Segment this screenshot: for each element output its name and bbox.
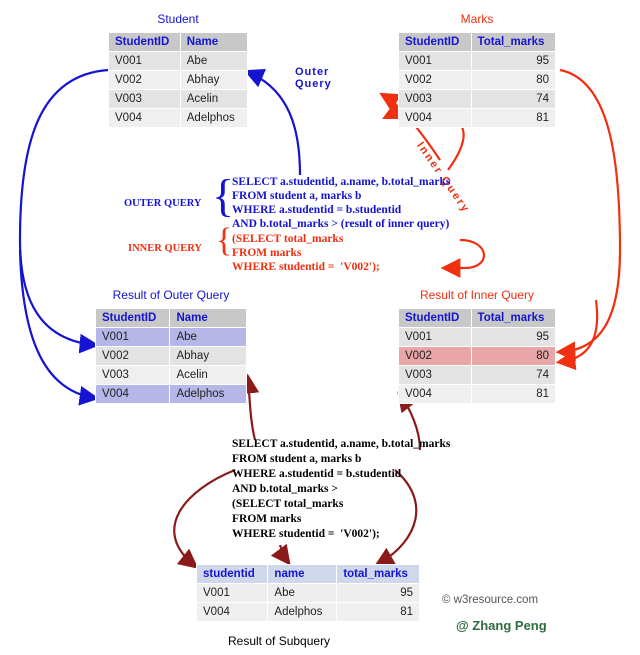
cell: Abhay (170, 347, 247, 366)
arrow-into-inner-highlight (560, 300, 597, 362)
subquery-code-line-1: SELECT a.studentid, a.name, b.total_marks (232, 438, 451, 450)
arrow-marks-to-inner-result (560, 70, 620, 352)
table-row (399, 347, 556, 366)
table-header-row (109, 33, 248, 52)
outer-query-code-line-4: AND b.total_marks > (result of inner query) (232, 218, 450, 230)
cell: V004 (109, 109, 181, 128)
cell: Abhay (180, 71, 247, 90)
cell: V003 (399, 90, 472, 109)
cell: V001 (197, 584, 268, 603)
column-header: StudentID (96, 309, 170, 328)
cell: V002 (399, 347, 472, 366)
column-header: Name (180, 33, 247, 52)
marks-table (398, 32, 556, 128)
cell: V002 (96, 347, 170, 366)
cell: V002 (109, 71, 181, 90)
cell: V002 (399, 71, 472, 90)
arrow-code-to-subquery-2 (280, 545, 288, 562)
arrow-student-to-outer-result-2 (20, 250, 95, 398)
table-row (399, 109, 556, 128)
student-table-title: Student (157, 12, 199, 26)
column-header: StudentID (109, 33, 181, 52)
cell: 74 (471, 90, 555, 109)
cell: 81 (337, 603, 420, 622)
cell: V001 (399, 52, 472, 71)
student-table (108, 32, 248, 128)
table-row (96, 328, 247, 347)
arrow-student-to-outer-result (20, 70, 108, 345)
outer-query-vertical-label: Outer Query (295, 66, 332, 90)
table-row (197, 603, 420, 622)
cell: 95 (471, 328, 555, 347)
author-credit: @ Zhang Peng (456, 618, 547, 633)
column-header: name (268, 565, 337, 584)
inner-query-label: INNER QUERY (128, 243, 203, 254)
column-header: Name (170, 309, 247, 328)
cell: V003 (96, 366, 170, 385)
inner-brace: { (216, 222, 233, 259)
table-row (96, 366, 247, 385)
cell: 74 (471, 366, 555, 385)
outer-query-code-line-2: FROM student a, marks b (232, 190, 362, 202)
table-row (109, 90, 248, 109)
cell: 81 (471, 109, 555, 128)
column-header: StudentID (399, 33, 472, 52)
column-header: Total_marks (471, 33, 555, 52)
cell: Abe (268, 584, 337, 603)
cell: V001 (109, 52, 181, 71)
subquery-code-line-2: FROM student a, marks b (232, 453, 362, 465)
cell: V001 (96, 328, 170, 347)
arrow-code-to-outer-result (248, 378, 255, 440)
cell: V003 (109, 90, 181, 109)
cell: Acelin (180, 90, 247, 109)
arrow-code-to-subquery-1 (174, 470, 235, 566)
subquery-code-line-7: WHERE studentid = 'V002'); (232, 528, 380, 540)
inner-result-title: Result of Inner Query (419, 288, 535, 302)
cell: Adelphos (268, 603, 337, 622)
cell: V004 (399, 109, 472, 128)
cell: 95 (471, 52, 555, 71)
subquery-code-line-6: FROM marks (232, 513, 302, 525)
table-header-row (399, 33, 556, 52)
cell: 95 (337, 584, 420, 603)
table-row (399, 366, 556, 385)
cell: Adelphos (170, 385, 247, 404)
cell: Abe (180, 52, 247, 71)
inner-result-table (398, 308, 556, 404)
arrow-outer-query-to-student (248, 72, 300, 175)
subquery-code-line-3: WHERE a.studentid = b.studentid (232, 468, 402, 480)
cell: Abe (170, 328, 247, 347)
arrow-code-to-subquery-3 (378, 470, 416, 564)
outer-result-title: Result of Outer Query (112, 288, 230, 302)
table-row (399, 71, 556, 90)
outer-query-label: OUTER QUERY (124, 198, 202, 209)
table-row (197, 584, 420, 603)
arrow-inner-query-loop (445, 240, 484, 268)
cell: V004 (197, 603, 268, 622)
column-header: StudentID (399, 309, 472, 328)
table-header-row (197, 565, 420, 584)
cell: Acelin (170, 366, 247, 385)
table-row (96, 347, 247, 366)
subquery-result-table (196, 564, 420, 622)
outer-query-code-line-3: WHERE a.studentid = b.studentid (232, 204, 402, 216)
table-row (399, 90, 556, 109)
table-row (96, 385, 247, 404)
table-row (109, 52, 248, 71)
table-row (109, 71, 248, 90)
subquery-code-line-4: AND b.total_marks > (232, 483, 338, 495)
cell: 80 (471, 347, 555, 366)
column-header: Total_marks (471, 309, 555, 328)
cell: 81 (471, 385, 555, 404)
subquery-result-caption: Result of Subquery (228, 634, 331, 648)
marks-table-title: Marks (460, 12, 494, 26)
inner-query-code-line-1: (SELECT total_marks (232, 233, 344, 245)
site-credit: © w3resource.com (442, 594, 539, 606)
outer-result-table (95, 308, 247, 404)
cell: V003 (399, 366, 472, 385)
table-row (399, 328, 556, 347)
table-header-row (96, 309, 247, 328)
table-header-row (399, 309, 556, 328)
inner-query-code-line-3: WHERE studentid = 'V002'); (232, 261, 380, 273)
table-row (109, 109, 248, 128)
subquery-code-line-5: (SELECT total_marks (232, 498, 344, 510)
cell: V004 (96, 385, 170, 404)
cell: V004 (399, 385, 472, 404)
inner-query-vertical-label: Inner Query (414, 140, 473, 216)
cell: V001 (399, 328, 472, 347)
cell: Adelphos (180, 109, 247, 128)
column-header: studentid (197, 565, 268, 584)
outer-brace: { (212, 170, 235, 221)
inner-query-code-line-2: FROM marks (232, 247, 302, 259)
table-row (399, 52, 556, 71)
outer-query-code-line-1: SELECT a.studentid, a.name, b.total_marks (232, 176, 451, 188)
column-header: total_marks (337, 565, 420, 584)
table-row (399, 385, 556, 404)
cell: 80 (471, 71, 555, 90)
